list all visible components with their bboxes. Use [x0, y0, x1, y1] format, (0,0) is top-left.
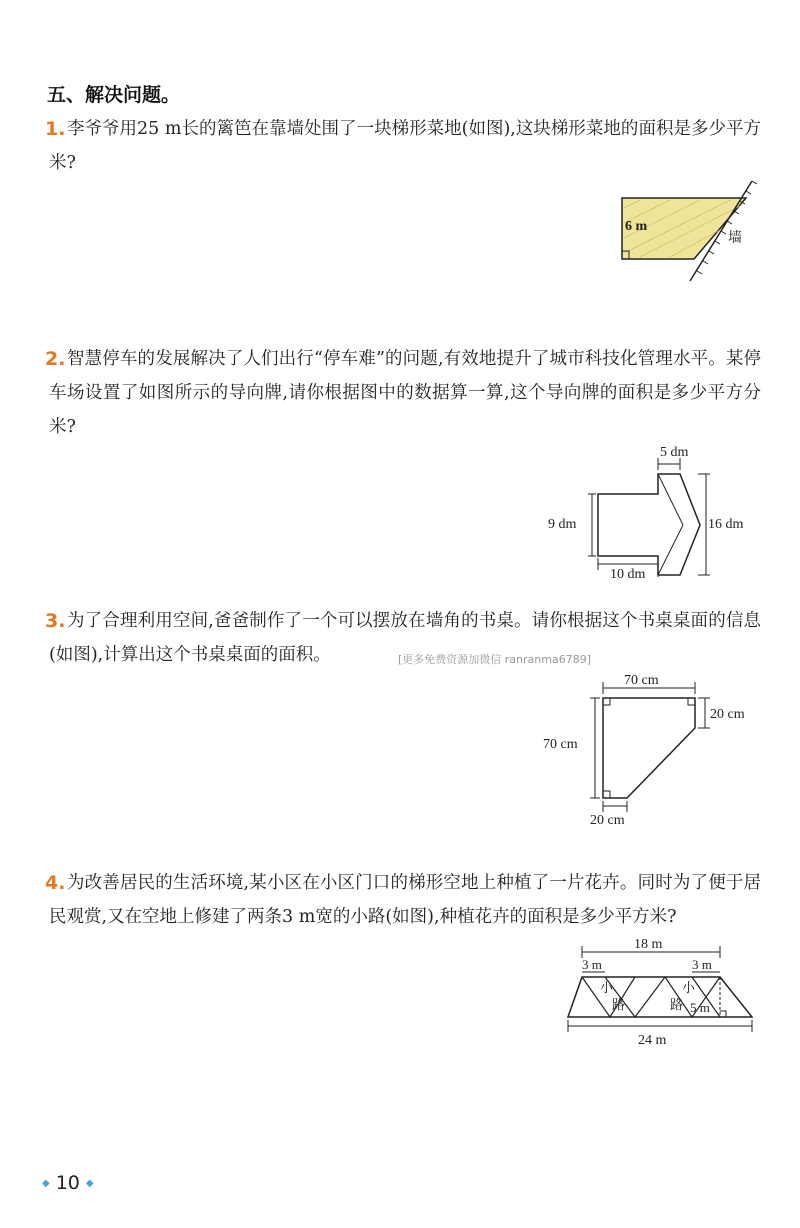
- right-angle-mark: [720, 1011, 726, 1017]
- diamond-icon: ◆: [85, 1177, 94, 1189]
- problem-text: 李爷爷用25 m长的篱笆在靠墙处围了一块梯形菜地(如图),这块梯形菜地的面积是多少平方米?: [49, 119, 761, 173]
- problem-2: [45, 342, 761, 444]
- desk-shape: [603, 698, 695, 798]
- section-title: 五、解决问题。: [47, 84, 181, 106]
- page-number: [42, 1172, 94, 1194]
- problem-1: [45, 112, 761, 180]
- path-char: 路: [612, 997, 626, 1012]
- figure-trapezoid-garden: [610, 178, 760, 283]
- bottom-label: 20 cm: [590, 813, 625, 828]
- problem-4: [45, 866, 761, 934]
- problem-number: 3.: [45, 610, 66, 632]
- diamond-icon: ◆: [42, 1177, 50, 1189]
- problem-number: 2.: [45, 348, 66, 370]
- top-label: 5 dm: [660, 445, 689, 460]
- right-angle-mark: [688, 698, 695, 705]
- problem-number: 1.: [45, 118, 66, 140]
- watermark: [更多免费资源加微信 ranranma6789]: [398, 653, 591, 666]
- wall-label: 墙: [728, 231, 742, 246]
- left-label: 70 cm: [543, 737, 578, 752]
- right-gap-label: 3 m: [692, 957, 712, 972]
- left-label: 9 dm: [548, 517, 577, 532]
- inner-line: [658, 474, 683, 525]
- path-char: 小: [682, 980, 696, 995]
- height-label: 5 m: [690, 1000, 710, 1015]
- top-label: 18 m: [634, 937, 663, 952]
- page-number-text: 10: [55, 1172, 80, 1194]
- path-char: 路: [670, 997, 684, 1012]
- arrow-shape: [598, 474, 700, 575]
- left-gap-label: 3 m: [582, 957, 602, 972]
- bottom-label: 10 dm: [610, 567, 646, 582]
- problem-number: 4.: [45, 872, 66, 894]
- problem-text: 智慧停车的发展解决了人们出行“停车难”的问题,有效地提升了城市科技化管理水平。某停车场设置了如图所示的导向牌,请你根据图中的数据算一算,这个导向牌的面积是多少平方分米?: [49, 349, 761, 437]
- figure-desk: [540, 668, 760, 828]
- bottom-label: 24 m: [638, 1033, 667, 1047]
- problem-text: 为改善居民的生活环境,某小区在小区门口的梯形空地上种植了一片花卉。同时为了便于居民观赏,又在空地上修建了两条3 m宽的小路(如图),种植花卉的面积是多少平方米?: [49, 873, 761, 927]
- right-label: 16 dm: [708, 517, 744, 532]
- right-angle-mark: [603, 791, 610, 798]
- problem-text: 为了合理利用空间,爸爸制作了一个可以摆放在墙角的书桌。请你根据这个书桌桌面的信息(如图),计算出这个书桌桌面的面积。: [49, 611, 761, 665]
- height-label: 6 m: [625, 219, 648, 234]
- inner-line: [658, 525, 683, 575]
- figure-arrow-sign: [540, 440, 760, 585]
- path-char: 小: [600, 980, 614, 995]
- right-label: 20 cm: [710, 707, 745, 722]
- right-angle-mark: [603, 698, 610, 705]
- top-label: 70 cm: [624, 673, 659, 688]
- figure-flower-bed: [560, 932, 760, 1047]
